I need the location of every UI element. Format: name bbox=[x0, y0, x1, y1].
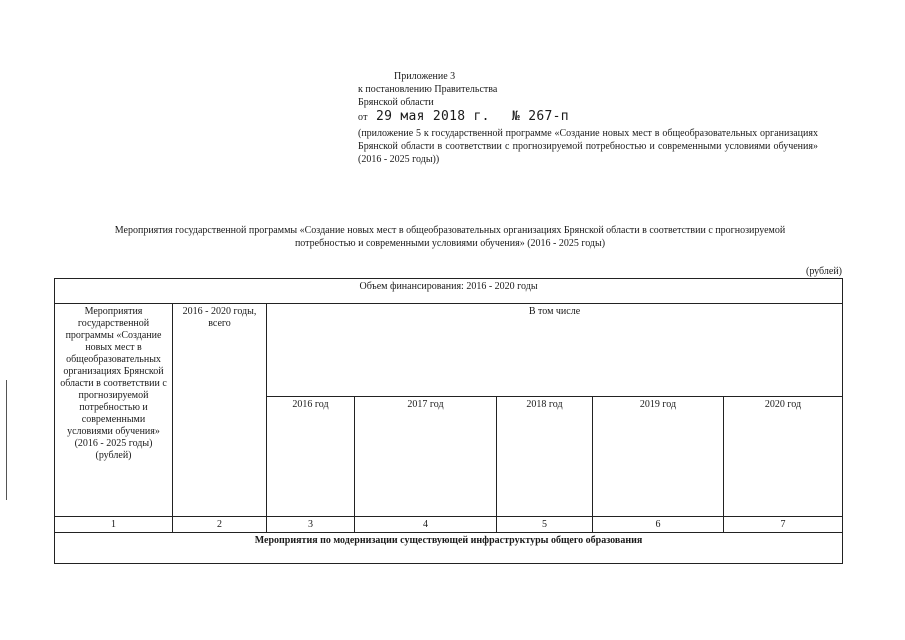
annex-date: 29 мая 2018 г. bbox=[375, 109, 490, 124]
finance-header-cell: Объем финансирования: 2016 - 2020 годы bbox=[55, 279, 843, 304]
section-title: Мероприятия по модернизации существующей инфраструктуры общего образования bbox=[55, 533, 843, 564]
date-prefix: от bbox=[358, 112, 368, 123]
annex-number: 267-п bbox=[528, 109, 569, 124]
column-number: 4 bbox=[355, 517, 497, 533]
heading-line-2: потребностью и современными условиями обучения» (2016 - 2025 годы) bbox=[294, 238, 606, 249]
including-header: В том числе bbox=[267, 304, 843, 397]
section-row bbox=[55, 533, 843, 564]
column-number: 6 bbox=[593, 517, 724, 533]
annex-date-line bbox=[358, 109, 838, 125]
annex-region: Брянской области bbox=[358, 97, 434, 108]
heading-line-1: Мероприятия государственной программы «Создание новых мест в общеобразовательных организациях Брянской области в соответствии с прогнозируемой bbox=[114, 225, 786, 236]
table-header-row bbox=[55, 279, 843, 304]
column-numbers-row bbox=[55, 517, 843, 533]
annex-title: Приложение 3 bbox=[394, 71, 456, 82]
annex-to-resolution: к постановлению Правительства bbox=[358, 84, 498, 95]
column-number: 5 bbox=[497, 517, 593, 533]
total-header: 2016 - 2020 годы, всего bbox=[173, 304, 267, 517]
year-header: 2018 год bbox=[497, 397, 593, 517]
annex-block bbox=[358, 70, 838, 166]
column-number: 7 bbox=[724, 517, 843, 533]
number-prefix: № bbox=[511, 109, 521, 124]
year-header: 2017 год bbox=[355, 397, 497, 517]
year-header: 2019 год bbox=[593, 397, 724, 517]
scan-edge-mark bbox=[6, 380, 7, 500]
table-subheader-row bbox=[55, 304, 843, 397]
year-header: 2016 год bbox=[267, 397, 355, 517]
units-label: (рублей) bbox=[805, 266, 842, 277]
annex-note: (приложение 5 к государственной программе «Создание новых мест в общеобразовательных организациях Брянской области в соответствии с прогнозируемой потребностью и современными условиями обучения» (2016 - 2025 годы)) bbox=[358, 128, 818, 165]
year-header: 2020 год bbox=[724, 397, 843, 517]
program-name-header: Мероприятия государственной программы «Создание новых мест в общеобразовательных организациях Брянской области в соответствии с прогнозируемой потребностью и современными условиями обучения» (2016 - 2025 годы) (рублей) bbox=[55, 304, 173, 517]
column-number: 1 bbox=[55, 517, 173, 533]
financing-table bbox=[54, 278, 843, 564]
column-number: 2 bbox=[173, 517, 267, 533]
document-heading bbox=[70, 224, 830, 250]
column-number: 3 bbox=[267, 517, 355, 533]
